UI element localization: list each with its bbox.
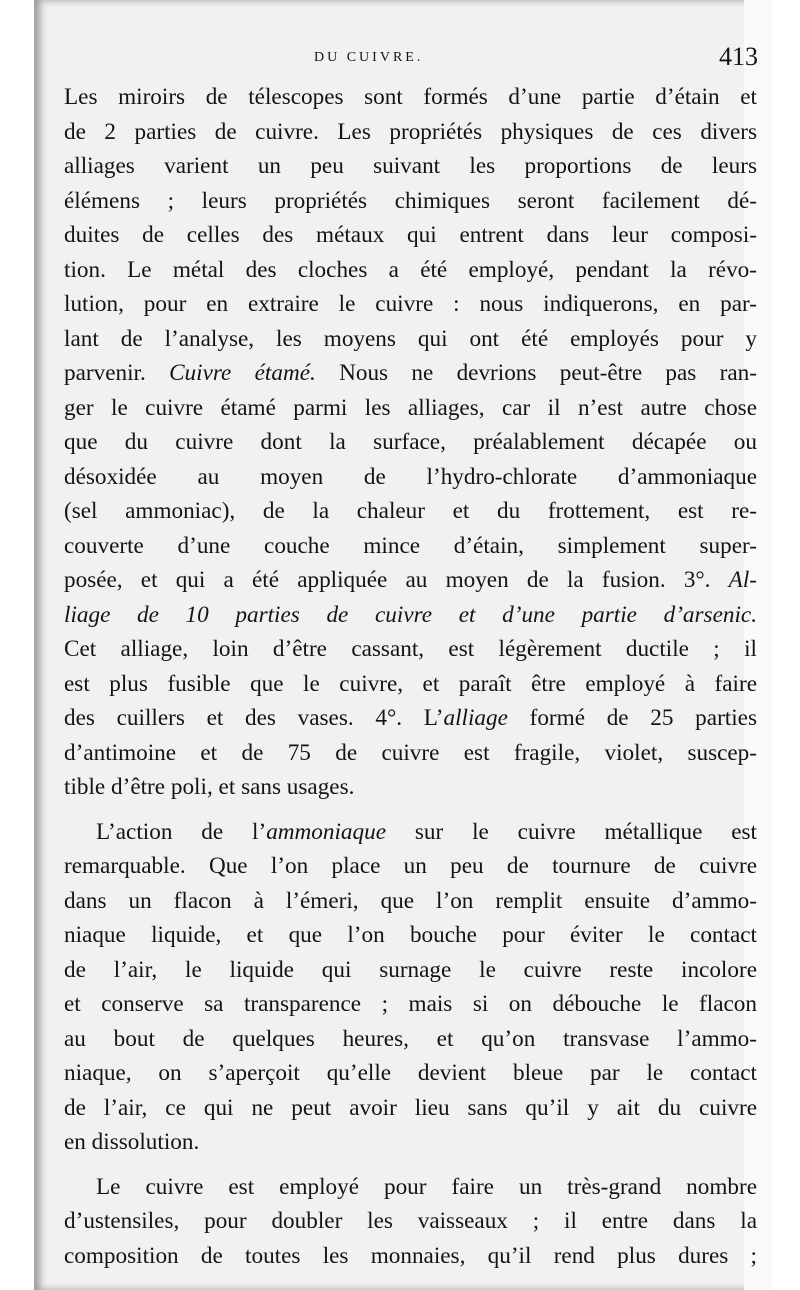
text-line: tible d’être poli, et sans usages. (64, 774, 355, 800)
running-head: DU CUIVRE. (314, 50, 424, 65)
italic-run: Al- (728, 567, 757, 593)
text-line: liage de 10 parties de cuivre et d’une partie d’arsenic. (64, 601, 757, 628)
text-line: de 2 parties de cuivre. Les propriétés physiques de ces divers (64, 118, 757, 145)
text-run: sur le cuivre métallique est (386, 818, 757, 845)
text-line: tion. Le métal des cloches a été employé, pendant la révo- (64, 256, 757, 283)
text-run: formé de 25 parties (507, 705, 757, 731)
text-line: (sel ammoniac), de la chaleur et du frottement, est re- (64, 498, 757, 524)
text-line: élémens ; leurs propriétés chimiques seront facilement dé- (64, 187, 757, 214)
text-line: d’ustensiles, pour doubler les vaisseaux ; il entre dans la (64, 1208, 757, 1234)
text-line: de l’air, le liquide qui surnage le cuivre reste incolore (64, 956, 757, 983)
text-line: de l’air, ce qui ne peut avoir lieu sans qu’il y ait du cuivre (64, 1094, 757, 1121)
page-number: 413 (719, 42, 758, 71)
text-line: composition de toutes les monnaies, qu’il rend plus dures ; (64, 1242, 757, 1269)
text-line: niaque liquide, et que l’on bouche pour éviter le contact (64, 922, 757, 948)
text-line: niaque, on s’aperçoit qu’elle devient bleue par le contact (64, 1060, 757, 1086)
italic-run: alliage (443, 705, 508, 731)
text-line: en dissolution. (64, 1129, 200, 1155)
text-line: Les miroirs de télescopes sont formés d’une partie d’étain et (64, 84, 757, 110)
text-line: ger le cuivre étamé parmi les alliages, car il n’est autre chose (64, 394, 757, 421)
text-run: des cuillers et des vases. 4°. L’ (64, 705, 444, 731)
text-line: que du cuivre dont la surface, préalablement décapée ou (64, 429, 757, 455)
text-line: et conserve sa transparence ; mais si on débouche le flacon (64, 991, 757, 1017)
text-line: lant de l’analyse, les moyens qui ont été employés pour y (64, 325, 757, 352)
text-line: Le cuivre est employé pour faire un très-grand nombre (96, 1173, 757, 1200)
text-run: Nous ne devrions peut-être pas ran- (315, 360, 757, 386)
text-run: L’action de l’ (96, 818, 267, 845)
text-line: désoxidée au moyen de l’hydro-chlorate d’ammoniaque (64, 463, 757, 490)
text-line: d’antimoine et de 75 de cuivre est fragile, violet, suscep- (64, 739, 757, 766)
italic-run: Cuivre étamé. (169, 360, 316, 386)
text-line (64, 563, 757, 598)
text-line: au bout de quelques heures, et qu’on transvase l’ammo- (64, 1025, 757, 1052)
paragraph-gap (64, 805, 757, 815)
paragraph-gap (64, 1160, 757, 1170)
body-text (64, 80, 757, 1273)
text-line (64, 356, 757, 391)
italic-run: ammoniaque (266, 818, 386, 845)
text-line: dans un flacon à l’émeri, que l’on remplit ensuite d’ammo- (64, 887, 757, 914)
page-header (34, 44, 772, 78)
text-run: parvenir. (64, 360, 170, 386)
text-line: lution, pour en extraire le cuivre : nous indiquerons, en par- (64, 291, 757, 317)
text-run: posée, et qui a été appliquée au moyen de la fusion. 3°. (64, 567, 729, 593)
text-line: Cet alliage, loin d’être cassant, est légèrement ductile ; il (64, 636, 757, 662)
text-line: est plus fusible que le cuivre, et paraît être employé à faire (64, 670, 757, 697)
book-page (34, 0, 772, 1290)
text-line: couverte d’une couche mince d’étain, simplement super- (64, 532, 757, 559)
text-line (64, 815, 757, 850)
text-line: remarquable. Que l’on place un peu de tournure de cuivre (64, 853, 757, 879)
text-line: duites de celles des métaux qui entrent dans leur composi- (64, 222, 757, 248)
text-line: alliages varient un peu suivant les proportions de leurs (64, 153, 757, 179)
text-line (64, 701, 757, 736)
